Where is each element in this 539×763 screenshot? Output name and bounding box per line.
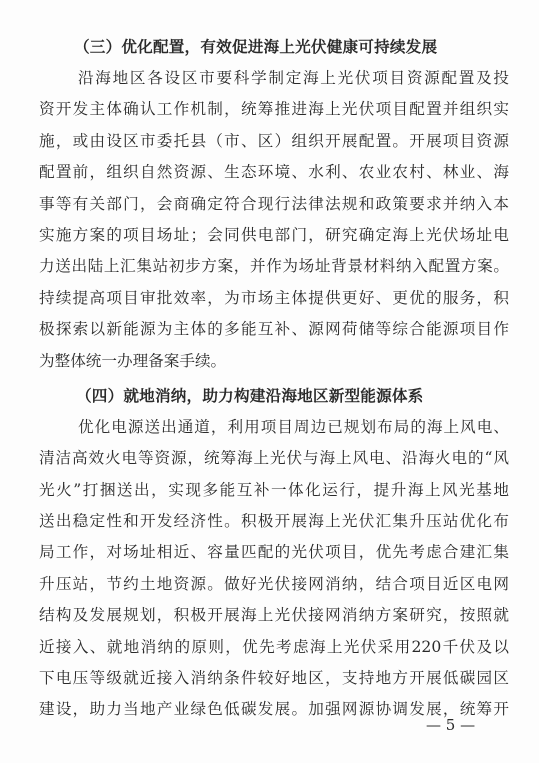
section-heading-3: （三）优化配置，有效促进海上光伏健康可持续发展 — [74, 37, 438, 56]
paragraph-line: 资开发主体确认工作机制，统筹推进海上光伏项目配置并组织实 — [39, 100, 509, 119]
paragraph-line: 事等有关部门，会商确定符合现行法律法规和政策要求并纳入本 — [39, 194, 509, 213]
paragraph-3 — [39, 63, 509, 377]
paragraph-line: 近接入、就地消纳的原则，优先考虑海上光伏采用220千伏及以 — [39, 637, 509, 656]
paragraph-4 — [39, 412, 509, 726]
paragraph-line: 为整体统一办理备案手续。 — [39, 351, 227, 370]
document-body — [39, 30, 509, 726]
paragraph-line: 施，或由设区市委托县（市、区）组织开展配置。开展项目资源 — [39, 131, 509, 150]
page-number: — 5 — — [426, 716, 476, 734]
paragraph-line: 极探索以新能源为主体的多能互补、源网荷储等综合能源项目作 — [39, 320, 509, 339]
paragraph-line: 建设，助力当地产业绿色低碳发展。加强网源协调发展，统筹开 — [39, 700, 509, 719]
paragraph-line: 光火”打捆送出，实现多能互补一体化运行，提升海上风光基地 — [39, 480, 509, 499]
paragraph-line: 升压站，节约土地资源。做好光伏接网消纳，结合项目近区电网 — [39, 574, 509, 593]
paragraph-line: 力送出陆上汇集站初步方案，并作为场址背景材料纳入配置方案。 — [39, 257, 509, 276]
paragraph-line: 配置前，组织自然资源、生态环境、水利、农业农村、林业、海 — [39, 163, 509, 182]
paragraph-line: 沿海地区各设区市要科学制定海上光伏项目资源配置及投 — [78, 69, 509, 87]
paragraph-line: 送出稳定性和开发经济性。积极开展海上光伏汇集升压站优化布 — [39, 512, 509, 531]
paragraph-line: 下电压等级就近接入消纳条件较好地区，支持地方开展低碳园区 — [39, 669, 509, 688]
paragraph-line: 实施方案的项目场址；会同供电部门，研究确定海上光伏场址电 — [39, 225, 509, 244]
paragraph-line: 清洁高效火电等资源，统筹海上光伏与海上风电、沿海火电的“风 — [39, 449, 509, 468]
paragraph-line: 优化电源送出通道，利用项目周边已规划布局的海上风电、 — [78, 417, 509, 436]
paragraph-line: 持续提高项目审批效率，为市场主体提供更好、更优的服务，积 — [39, 288, 509, 307]
section-heading-4: （四）就地消纳，助力构建沿海地区新型能源体系 — [76, 385, 424, 405]
paragraph-line: 局工作，对场址相近、容量匹配的光伏项目，优先考虑合建汇集 — [39, 543, 509, 562]
paragraph-line: 结构及发展规划，积极开展海上光伏接网消纳方案研究，按照就 — [39, 606, 509, 625]
